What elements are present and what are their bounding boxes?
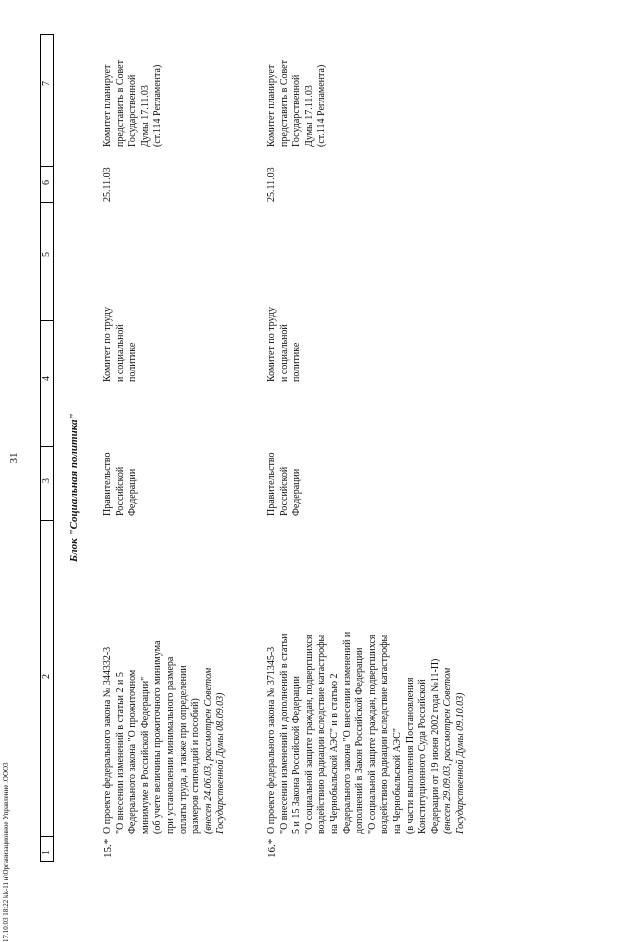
note-line: Государственной Думы 09.10.03): [454, 692, 466, 834]
note-line: (внесен 29.09.03, рассмотрен Советом: [442, 667, 454, 834]
row-date: 25.11.03: [266, 167, 277, 202]
title-line: (об учете величины прожиточного минимума: [152, 640, 164, 834]
title-line: размеров стипендий и пособий): [190, 698, 202, 834]
title-line: при установлении минимального размера: [164, 656, 176, 834]
title-line: Федерального закона "О внесении изменений и: [341, 631, 353, 834]
row-title: [102, 524, 228, 834]
title-line: (в части выполнения Постановления: [404, 677, 416, 834]
title-line: воздействию радиации вследствие катастрофы: [316, 634, 328, 834]
row-plan: Комитет планирует представить в Совет Государственной Думы 17.11.03 (ст.114 Регламента): [102, 60, 164, 147]
header-col-7: 7: [41, 81, 52, 86]
footer-stamp: 17.10.03 18:22 kk-11 н\Организационное Управление .OOO3: [2, 762, 10, 942]
row-committee: Комитет по труду и социальной политике: [102, 306, 139, 382]
title-line: Федерального закона "О прожиточном: [127, 669, 139, 834]
title-line: 5 и 15 Закона Российской Федерации: [291, 676, 303, 834]
title-line: оплаты труда, а также при определении: [177, 665, 189, 834]
row-author: Правительство Российской Федерации: [266, 452, 303, 516]
header-col-6: 6: [41, 180, 52, 185]
row-author: Правительство Российской Федерации: [102, 452, 139, 516]
note-line: Государственной Думы 08.09.03): [215, 692, 227, 834]
header-col-5: 5: [41, 252, 52, 257]
title-line: Федерации от 19 июня 2002 года №11-П): [429, 658, 441, 834]
title-line: минимуме в Российской Федерации": [139, 676, 151, 834]
page-number: 31: [8, 452, 20, 464]
table-header-row: [40, 34, 54, 862]
title-line: на Чернобыльской АЭС" и в статью 2: [328, 673, 340, 834]
title-line: О проекте федерального закона № 344332-3: [102, 646, 113, 834]
title-line: "О внесении изменений в статьи 2 и 5: [114, 672, 126, 834]
block-title: Блок "Социальная политика": [68, 413, 80, 562]
title-line: "О социальной защите граждан, подвергшихся: [303, 634, 315, 834]
row-title: [266, 524, 468, 834]
header-col-2: 2: [41, 674, 52, 679]
header-col-3: 3: [41, 478, 52, 483]
row-date: 25.11.03: [102, 167, 113, 202]
header-col-1: 1: [41, 850, 52, 855]
title-line: воздействию радиации вследствие катастрофы: [379, 634, 391, 834]
title-line: на Чернобыльской АЭС": [391, 728, 403, 834]
row-number: 15.*: [102, 838, 114, 858]
title-line: "О внесении изменений и дополнений в статьи: [278, 633, 290, 834]
title-line: О проекте федерального закона № 371345-3: [266, 646, 277, 834]
header-col-4: 4: [41, 376, 52, 381]
title-line: Конституционного Суда Российской: [417, 679, 429, 834]
row-plan: Комитет планирует представить в Совет Государственной Думы 17.11.03 (ст.114 Регламента): [266, 60, 328, 147]
title-line: дополнений в Закон Российской Федерации: [354, 647, 366, 834]
row-number: 16.*: [266, 838, 278, 858]
row-committee: Комитет по труду и социальной политике: [266, 306, 303, 382]
note-line: (внесен 24.06.03, рассмотрен Советом: [202, 667, 214, 834]
title-line: "О социальной защите граждан, подвергшихся: [366, 634, 378, 834]
rotated-table: [40, 32, 620, 862]
